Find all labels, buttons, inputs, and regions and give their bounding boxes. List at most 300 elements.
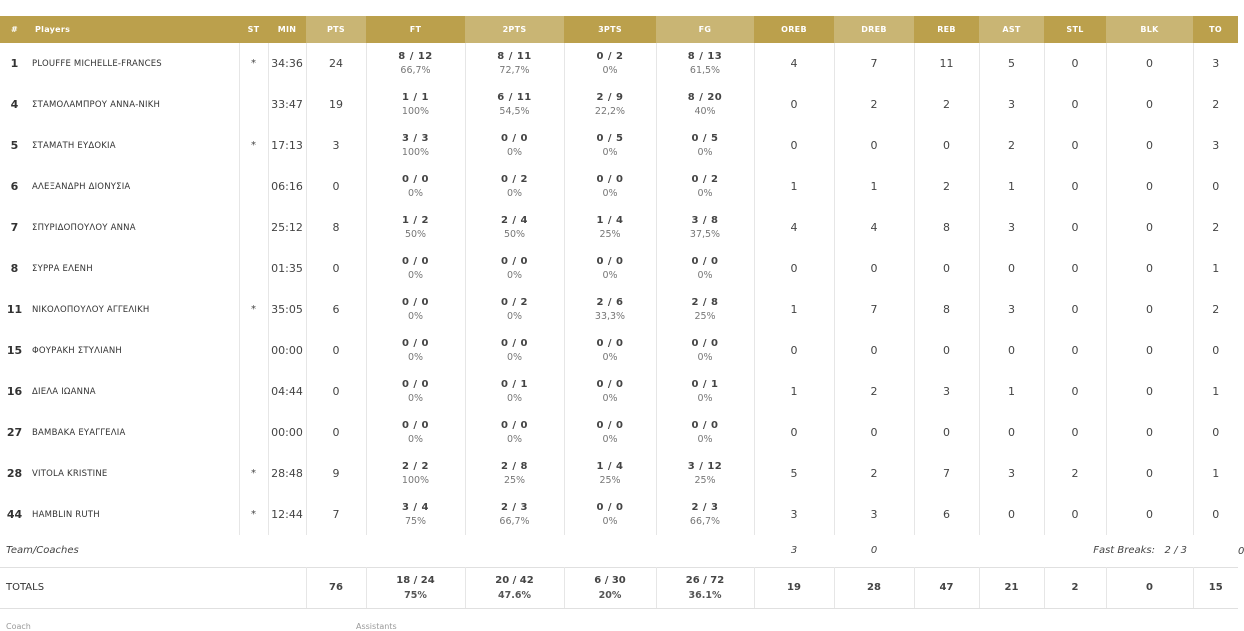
assistants-label: Assistants — [356, 622, 397, 631]
player-name[interactable]: ΦΟΥΡΑΚΗ ΣΤΥΛΙΑΝΗ — [29, 330, 239, 371]
fg-made: 0 / 5 — [691, 132, 719, 144]
player-fg — [656, 166, 754, 207]
starter-marker: * — [239, 453, 268, 494]
ft-made: 0 / 0 — [401, 255, 430, 267]
player-points: 24 — [306, 43, 366, 84]
player-points: 3 — [306, 125, 366, 166]
player-dreb: 4 — [834, 207, 914, 248]
player-ft — [366, 494, 465, 535]
player-blk: 0 — [1106, 84, 1193, 125]
three-pct: 0% — [602, 187, 618, 199]
ft-pct: 0% — [407, 351, 424, 363]
three-made: 0 / 0 — [596, 378, 624, 390]
ft-made: 1 / 2 — [401, 214, 430, 226]
player-points: 9 — [306, 453, 366, 494]
player-name[interactable]: ΣΤΑΜΑΤΗ ΕΥΔΟΚΙΑ — [29, 125, 239, 166]
three-pct: 0% — [602, 392, 618, 404]
ft-pct: 100% — [401, 146, 430, 158]
player-name[interactable]: ΣΤΑΜΟΛΑΜΠΡΟΥ ΑΝΝΑ-ΝΙΚΗ — [29, 84, 239, 125]
player-ast: 1 — [979, 371, 1044, 412]
col-header-blk[interactable]: BLK — [1106, 16, 1193, 43]
player-reb: 6 — [914, 494, 979, 535]
two-made: 0 / 0 — [500, 255, 529, 267]
player-ast: 0 — [979, 494, 1044, 535]
player-points: 6 — [306, 289, 366, 330]
player-to: 2 — [1212, 303, 1220, 316]
player-2pts — [465, 412, 564, 453]
player-3pts — [564, 371, 656, 412]
player-name[interactable]: ΣΠΥΡΙΔΟΠΟΥΛΟΥ ΑΝΝΑ — [29, 207, 239, 248]
player-stl: 0 — [1044, 248, 1106, 289]
player-oreb: 1 — [754, 166, 834, 207]
player-stl: 0 — [1044, 412, 1106, 453]
totals-2pts-made: 20 / 42 — [495, 574, 534, 586]
player-oreb: 1 — [754, 289, 834, 330]
player-row[interactable] — [0, 125, 1238, 166]
player-3pts — [564, 330, 656, 371]
player-ft — [366, 84, 465, 125]
player-2pts — [465, 494, 564, 535]
player-points: 19 — [306, 84, 366, 125]
player-blk: 0 — [1106, 248, 1193, 289]
player-blk: 0 — [1106, 412, 1193, 453]
three-pct: 0% — [602, 64, 618, 76]
totals-ast: 21 — [979, 567, 1044, 608]
player-number: 16 — [6, 385, 23, 398]
totals-2pts-pct: 47.6% — [498, 589, 531, 601]
player-2pts — [465, 248, 564, 289]
player-blk: 0 — [1106, 330, 1193, 371]
player-reb: 0 — [914, 330, 979, 371]
player-ft — [366, 43, 465, 84]
player-stl: 0 — [1044, 494, 1106, 535]
player-minutes: 17:13 — [268, 125, 306, 166]
player-points: 0 — [306, 371, 366, 412]
fg-pct: 0% — [697, 146, 713, 158]
boxscore-table — [0, 16, 1244, 609]
player-ast: 3 — [979, 84, 1044, 125]
totals-3pts — [564, 567, 656, 608]
col-header-ft[interactable]: FT — [366, 16, 465, 43]
player-fg — [656, 248, 754, 289]
starter-marker — [239, 248, 268, 289]
two-made: 2 / 4 — [500, 214, 529, 226]
fg-pct: 37,5% — [689, 228, 721, 240]
player-reb: 2 — [914, 166, 979, 207]
two-pct: 72,7% — [499, 64, 530, 76]
player-oreb: 5 — [754, 453, 834, 494]
fg-pct: 0% — [697, 433, 713, 445]
player-row[interactable] — [0, 330, 1238, 371]
three-pct: 25% — [599, 474, 621, 486]
fg-made: 3 / 12 — [687, 460, 723, 472]
col-header-dreb[interactable]: DREB — [834, 16, 914, 43]
player-row[interactable] — [0, 207, 1238, 248]
player-number: 8 — [10, 262, 19, 275]
player-to: 3 — [1212, 57, 1220, 70]
player-dreb: 3 — [834, 494, 914, 535]
player-2pts — [465, 43, 564, 84]
player-fg — [656, 453, 754, 494]
player-reb: 11 — [914, 43, 979, 84]
player-fg — [656, 125, 754, 166]
three-pct: 0% — [602, 351, 618, 363]
ft-pct: 75% — [404, 515, 427, 527]
starter-marker — [239, 166, 268, 207]
player-3pts — [564, 494, 656, 535]
player-ft — [366, 330, 465, 371]
player-blk: 0 — [1106, 371, 1193, 412]
player-minutes: 06:16 — [268, 166, 306, 207]
two-made: 0 / 1 — [500, 378, 529, 390]
player-dreb: 2 — [834, 371, 914, 412]
player-reb: 0 — [914, 412, 979, 453]
ft-made: 0 / 0 — [401, 337, 430, 349]
player-to: 1 — [1212, 262, 1220, 275]
three-pct: 0% — [602, 146, 618, 158]
ft-made: 0 / 0 — [401, 173, 430, 185]
two-made: 8 / 11 — [497, 50, 532, 62]
three-made: 0 / 0 — [596, 501, 624, 513]
fast-breaks-label: Fast Breaks: — [1093, 545, 1155, 557]
player-3pts — [564, 43, 656, 84]
fg-made: 2 / 3 — [691, 501, 719, 513]
player-minutes: 34:36 — [268, 43, 306, 84]
player-row[interactable] — [0, 166, 1238, 207]
three-made: 1 / 4 — [596, 214, 624, 226]
team-oreb: 3 — [790, 545, 798, 557]
col-header-stl[interactable]: STL — [1044, 16, 1106, 43]
col-header-st[interactable]: ST — [239, 16, 268, 43]
totals-fg-made: 26 / 72 — [685, 574, 725, 586]
player-row[interactable] — [0, 412, 1238, 453]
player-points: 0 — [306, 166, 366, 207]
col-header-to[interactable]: TO — [1193, 16, 1238, 43]
player-ast: 2 — [979, 125, 1044, 166]
starter-marker: * — [239, 494, 268, 535]
player-2pts — [465, 84, 564, 125]
player-name[interactable]: ΒΑΜΒΑΚΑ ΕΥΑΓΓΕΛΙΑ — [29, 412, 239, 453]
totals-oreb: 19 — [754, 567, 834, 608]
ft-pct: 100% — [401, 105, 430, 117]
three-pct: 0% — [602, 515, 618, 527]
player-reb: 8 — [914, 207, 979, 248]
player-fg — [656, 84, 754, 125]
player-ast: 3 — [979, 207, 1044, 248]
starter-marker: * — [239, 43, 268, 84]
player-row[interactable] — [0, 494, 1238, 535]
player-dreb: 0 — [834, 248, 914, 289]
two-pct: 66,7% — [499, 515, 530, 527]
player-row[interactable] — [0, 84, 1238, 125]
player-dreb: 7 — [834, 289, 914, 330]
fg-made: 3 / 8 — [691, 214, 719, 226]
fg-made: 0 / 1 — [691, 378, 719, 390]
starter-marker — [239, 412, 268, 453]
player-stl: 0 — [1044, 289, 1106, 330]
player-oreb: 0 — [754, 84, 834, 125]
three-made: 1 / 4 — [596, 460, 624, 472]
player-stl: 0 — [1044, 330, 1106, 371]
player-minutes: 04:44 — [268, 371, 306, 412]
player-fg — [656, 412, 754, 453]
player-reb: 7 — [914, 453, 979, 494]
player-name[interactable]: ΔΙΕΛΑ ΙΩΑΝΝΑ — [29, 371, 239, 412]
two-pct: 0% — [506, 351, 523, 363]
fg-made: 0 / 2 — [691, 173, 719, 185]
player-oreb: 3 — [754, 494, 834, 535]
player-2pts — [465, 371, 564, 412]
player-points: 0 — [306, 248, 366, 289]
player-oreb: 0 — [754, 412, 834, 453]
player-ast: 5 — [979, 43, 1044, 84]
two-made: 0 / 0 — [500, 337, 529, 349]
player-number: 4 — [10, 98, 19, 111]
staff-footer — [6, 622, 397, 631]
player-number: 15 — [6, 344, 23, 357]
col-header-reb[interactable]: REB — [914, 16, 979, 43]
player-fg — [656, 330, 754, 371]
player-oreb: 4 — [754, 43, 834, 84]
player-ast: 0 — [979, 330, 1044, 371]
player-points: 7 — [306, 494, 366, 535]
player-number: 11 — [6, 303, 23, 316]
player-blk: 0 — [1106, 207, 1193, 248]
player-2pts — [465, 330, 564, 371]
player-stl: 0 — [1044, 371, 1106, 412]
player-minutes: 25:12 — [268, 207, 306, 248]
fg-made: 2 / 8 — [691, 296, 719, 308]
player-name[interactable]: VITOLA KRISTINE — [29, 453, 239, 494]
totals-fg — [656, 567, 754, 608]
player-dreb: 0 — [834, 330, 914, 371]
player-to: 0 — [1212, 344, 1220, 357]
player-number: 7 — [10, 221, 19, 234]
player-fg — [656, 207, 754, 248]
ft-pct: 66,7% — [400, 64, 431, 76]
player-to: 3 — [1212, 139, 1220, 152]
two-pct: 50% — [503, 228, 526, 240]
totals-fg-pct: 36.1% — [688, 589, 722, 601]
fg-made: 0 / 0 — [691, 419, 719, 431]
fg-pct: 25% — [694, 474, 716, 486]
player-ft — [366, 125, 465, 166]
player-to: 0 — [1212, 426, 1220, 439]
three-made: 2 / 9 — [596, 91, 624, 103]
two-pct: 54,5% — [499, 105, 530, 117]
player-stl: 0 — [1044, 207, 1106, 248]
player-ast: 0 — [979, 248, 1044, 289]
player-dreb: 7 — [834, 43, 914, 84]
starter-marker: * — [239, 289, 268, 330]
player-oreb: 4 — [754, 207, 834, 248]
player-minutes: 00:00 — [268, 412, 306, 453]
two-made: 2 / 8 — [500, 460, 529, 472]
col-header-players[interactable]: Players — [29, 16, 239, 43]
player-ft — [366, 289, 465, 330]
three-pct: 22,2% — [594, 105, 626, 117]
fg-pct: 0% — [697, 187, 713, 199]
player-name[interactable]: ΣΥΡΡΑ ΕΛΕΝΗ — [29, 248, 239, 289]
player-row[interactable] — [0, 248, 1238, 289]
player-blk: 0 — [1106, 289, 1193, 330]
player-name[interactable]: PLOUFFE MICHELLE-FRANCES — [29, 43, 239, 84]
player-3pts — [564, 289, 656, 330]
player-row[interactable] — [0, 289, 1238, 330]
player-name[interactable]: HAMBLIN RUTH — [29, 494, 239, 535]
player-to: 0 — [1212, 180, 1220, 193]
ft-made: 0 / 0 — [401, 378, 430, 390]
player-minutes: 28:48 — [268, 453, 306, 494]
player-oreb: 1 — [754, 371, 834, 412]
totals-row — [0, 567, 1238, 608]
totals-3pts-made: 6 / 30 — [594, 574, 626, 586]
player-2pts — [465, 207, 564, 248]
three-pct: 33,3% — [594, 310, 626, 322]
player-reb: 2 — [914, 84, 979, 125]
ft-made: 3 / 4 — [401, 501, 430, 513]
ft-pct: 0% — [407, 187, 424, 199]
player-stl: 0 — [1044, 166, 1106, 207]
ft-made: 8 / 12 — [398, 50, 433, 62]
ft-pct: 0% — [407, 310, 424, 322]
col-header-pts[interactable]: PTS — [306, 16, 366, 43]
three-made: 0 / 5 — [596, 132, 624, 144]
ft-pct: 0% — [407, 433, 424, 445]
starter-marker — [239, 371, 268, 412]
player-number: 6 — [10, 180, 19, 193]
totals-blk: 0 — [1106, 567, 1193, 608]
player-minutes: 35:05 — [268, 289, 306, 330]
three-made: 0 / 0 — [596, 419, 624, 431]
totals-pts: 76 — [306, 567, 366, 608]
player-number: 5 — [10, 139, 19, 152]
player-ast: 0 — [979, 412, 1044, 453]
two-made: 0 / 2 — [500, 296, 529, 308]
ft-made: 3 / 3 — [401, 132, 430, 144]
team-coaches-row: Team/Coaches 3 0 Fast Breaks: 2 / 3 0 — [0, 535, 1238, 567]
three-made: 2 / 6 — [596, 296, 624, 308]
player-dreb: 2 — [834, 84, 914, 125]
player-3pts — [564, 125, 656, 166]
col-header-fg[interactable]: FG — [656, 16, 754, 43]
totals-stl: 2 — [1044, 567, 1106, 608]
player-ft — [366, 207, 465, 248]
player-blk: 0 — [1106, 453, 1193, 494]
totals-dreb: 28 — [834, 567, 914, 608]
player-3pts — [564, 84, 656, 125]
player-points: 0 — [306, 412, 366, 453]
player-dreb: 2 — [834, 453, 914, 494]
totals-label: TOTALS — [0, 567, 306, 608]
three-made: 0 / 2 — [596, 50, 624, 62]
two-pct: 0% — [506, 187, 523, 199]
player-reb: 8 — [914, 289, 979, 330]
player-to: 2 — [1212, 98, 1220, 111]
player-dreb: 1 — [834, 166, 914, 207]
fast-breaks — [979, 535, 1193, 567]
three-pct: 0% — [602, 433, 618, 445]
player-reb: 0 — [914, 248, 979, 289]
player-ft — [366, 412, 465, 453]
ft-pct: 50% — [404, 228, 427, 240]
header-row — [0, 16, 1238, 43]
player-stl: 2 — [1044, 453, 1106, 494]
fg-pct: 25% — [694, 310, 716, 322]
two-pct: 25% — [503, 474, 526, 486]
fg-pct: 0% — [697, 351, 713, 363]
player-fg — [656, 289, 754, 330]
team-dreb: 0 — [870, 545, 878, 557]
player-name[interactable]: ΑΛΕΞΑΝΔΡΗ ΔΙΟΝΥΣΙΑ — [29, 166, 239, 207]
player-points: 0 — [306, 330, 366, 371]
player-row[interactable] — [0, 43, 1238, 84]
player-dreb: 0 — [834, 125, 914, 166]
player-oreb: 0 — [754, 125, 834, 166]
player-fg — [656, 43, 754, 84]
player-minutes: 12:44 — [268, 494, 306, 535]
two-pct: 0% — [506, 269, 523, 281]
col-header-2pts[interactable]: 2PTS — [465, 16, 564, 43]
player-2pts — [465, 125, 564, 166]
col-header-min[interactable]: MIN — [268, 16, 306, 43]
player-points: 8 — [306, 207, 366, 248]
player-ft — [366, 248, 465, 289]
team-coaches-label: Team/Coaches — [6, 545, 79, 557]
two-made: 2 / 3 — [500, 501, 529, 513]
player-number: 44 — [6, 508, 23, 521]
fg-made: 0 / 0 — [691, 337, 719, 349]
player-dreb: 0 — [834, 412, 914, 453]
player-row[interactable] — [0, 371, 1238, 412]
player-to: 1 — [1212, 467, 1220, 480]
player-name[interactable]: ΝΙΚΟΛΟΠΟΥΛΟΥ ΑΓΓΕΛΙΚΗ — [29, 289, 239, 330]
player-ast: 1 — [979, 166, 1044, 207]
fg-pct: 66,7% — [689, 515, 721, 527]
player-3pts — [564, 248, 656, 289]
fg-pct: 0% — [697, 269, 713, 281]
two-pct: 0% — [506, 310, 523, 322]
col-header-ast[interactable]: AST — [979, 16, 1044, 43]
three-made: 0 / 0 — [596, 173, 624, 185]
totals-ft — [366, 567, 465, 608]
totals-to: 15 — [1193, 567, 1238, 608]
player-ft — [366, 166, 465, 207]
col-header-num[interactable]: # — [0, 16, 29, 43]
starter-marker — [239, 207, 268, 248]
player-to: 1 — [1212, 385, 1220, 398]
col-header-3pts[interactable]: 3PTS — [564, 16, 656, 43]
player-2pts — [465, 166, 564, 207]
player-blk: 0 — [1106, 494, 1193, 535]
starter-marker: * — [239, 125, 268, 166]
player-3pts — [564, 412, 656, 453]
player-reb: 0 — [914, 125, 979, 166]
player-minutes: 00:00 — [268, 330, 306, 371]
player-oreb: 0 — [754, 248, 834, 289]
two-pct: 0% — [506, 392, 523, 404]
player-fg — [656, 371, 754, 412]
player-to: 2 — [1212, 221, 1220, 234]
player-blk: 0 — [1106, 43, 1193, 84]
two-made: 6 / 11 — [497, 91, 532, 103]
player-ft — [366, 453, 465, 494]
player-ast: 3 — [979, 289, 1044, 330]
col-header-oreb[interactable]: OREB — [754, 16, 834, 43]
player-minutes: 01:35 — [268, 248, 306, 289]
player-row[interactable] — [0, 453, 1238, 494]
player-stl: 0 — [1044, 43, 1106, 84]
